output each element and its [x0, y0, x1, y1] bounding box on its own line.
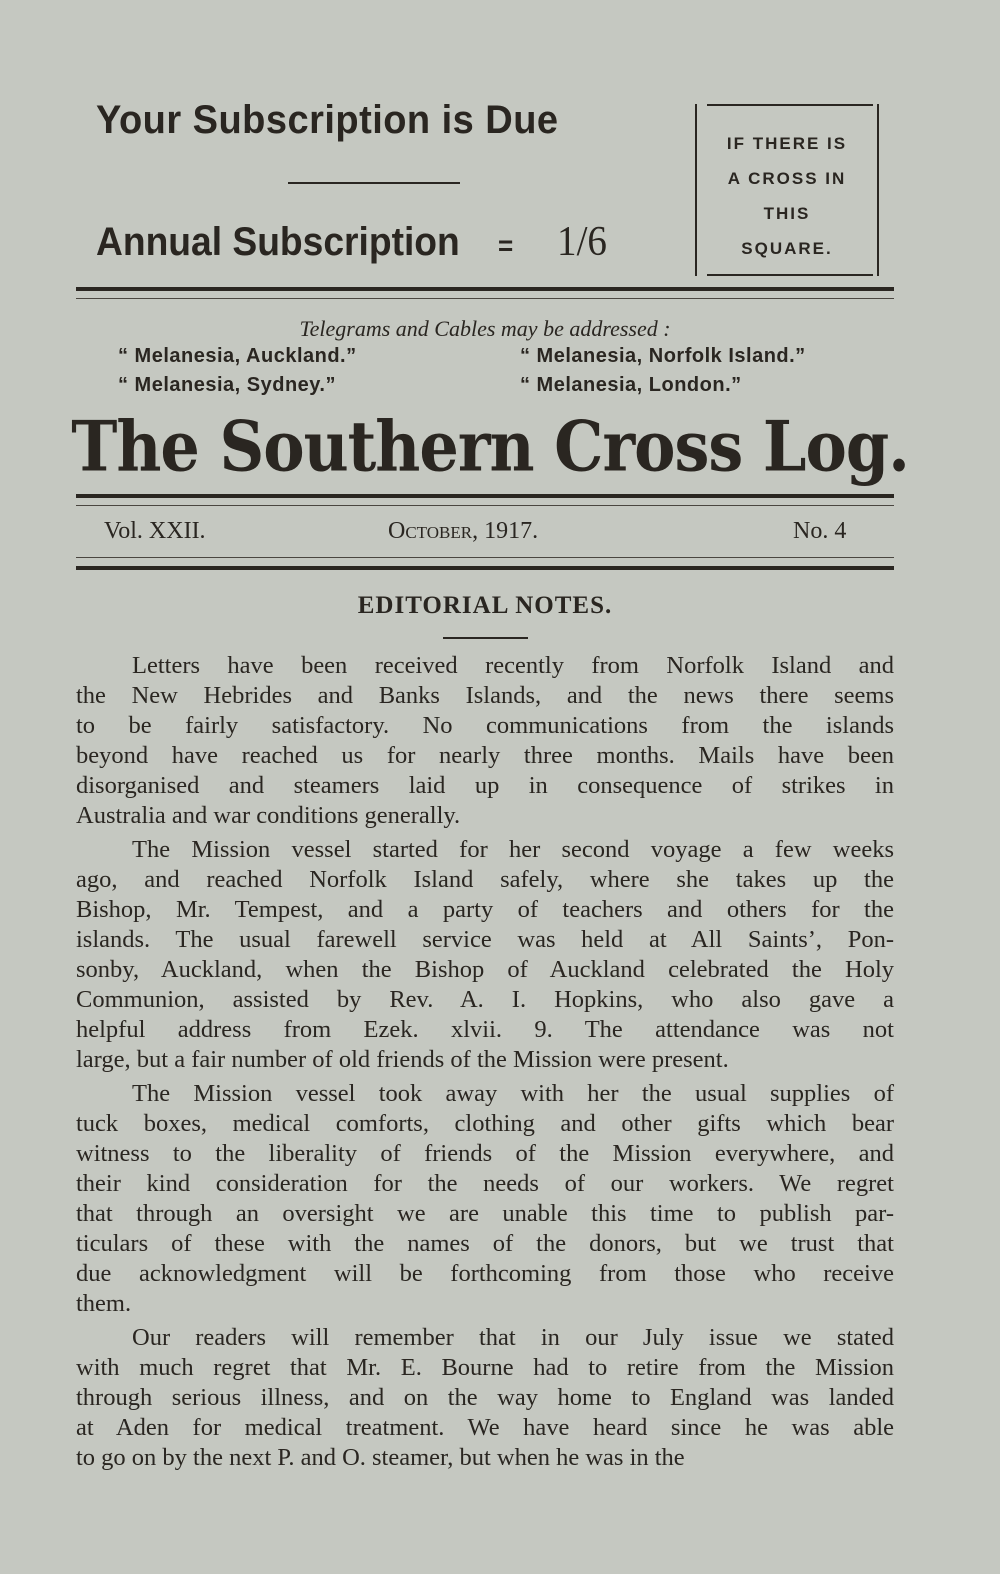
cross-square-text — [697, 126, 877, 266]
subscription-price: 1/6 — [557, 219, 607, 265]
address-sydney: “ Melanesia, Sydney.” — [118, 374, 336, 396]
text-line: with much regret that Mr. E. Bourne had to retire from the Mission — [76, 1354, 894, 1381]
paragraph — [76, 1079, 894, 1319]
text-line: the New Hebrides and Banks Islands, and the news there seems — [76, 682, 894, 709]
divider-thick — [76, 494, 894, 498]
divider — [443, 637, 528, 639]
text-line: Communion, assisted by Rev. A. I. Hopkins, who also gave a — [76, 986, 894, 1013]
text-line: ticulars of these with the names of the donors, but we trust that — [76, 1230, 894, 1257]
text-line: them. — [76, 1290, 132, 1317]
text-line: Bishop, Mr. Tempest, and a party of teachers and others for the — [76, 896, 894, 923]
text-line: helpful address from Ezek. xlvii. 9. The attendance was not — [76, 1016, 894, 1043]
text-line: their kind consideration for the needs of our workers. We regret — [76, 1170, 894, 1197]
text-line: The Mission vessel started for her second voyage a few weeks — [132, 836, 894, 863]
address-norfolk: “ Melanesia, Norfolk Island.” — [520, 345, 806, 367]
divider — [288, 182, 460, 184]
divider-thin — [76, 298, 894, 299]
paragraph — [76, 1323, 894, 1473]
equals-sign: = — [497, 230, 514, 261]
text-line: large, but a fair number of old friends of the Mission were present. — [76, 1046, 729, 1073]
text-line: Our readers will remember that in our July issue we stated — [132, 1324, 894, 1351]
text-line: through serious illness, and on the way home to England was landed — [76, 1384, 894, 1411]
editorial-heading: EDITORIAL NOTES. — [357, 592, 613, 619]
editorial-body — [76, 651, 894, 1473]
telegrams-intro: Telegrams and Cables may be addressed : — [299, 316, 671, 341]
text-line: tuck boxes, medical comforts, clothing and other gifts which bear — [76, 1110, 894, 1137]
text-line: to be fairly satisfactory. No communications from the islands — [76, 712, 894, 739]
text-line: ago, and reached Norfolk Island safely, where she takes up the — [76, 866, 894, 893]
address-auckland: “ Melanesia, Auckland.” — [118, 345, 357, 367]
text-line: to go on by the next P. and O. steamer, but when he was in the — [76, 1444, 685, 1471]
text-line: that through an oversight we are unable this time to publish par- — [76, 1200, 894, 1227]
subscription-due-heading: Your Subscription is Due — [96, 98, 559, 142]
text-line: The Mission vessel took away with her the usual supplies of — [132, 1080, 894, 1107]
paragraph — [76, 835, 894, 1075]
text-line: disorganised and steamers laid up in consequence of strikes in — [76, 772, 894, 799]
text-line: at Aden for medical treatment. We have heard since he was able — [76, 1414, 894, 1441]
divider-thick — [76, 566, 894, 570]
text-line: due acknowledgment will be forthcoming from those who receive — [76, 1260, 894, 1287]
annual-label: Annual Subscription — [96, 220, 460, 264]
paragraph — [76, 651, 894, 831]
issue-number: No. 4 — [793, 518, 847, 544]
divider-thin — [76, 557, 894, 558]
volume: Vol. XXII. — [104, 518, 206, 544]
text-line: witness to the liberality of friends of the Mission everywhere, and — [76, 1140, 894, 1167]
box-line: IF THERE IS — [726, 134, 848, 153]
cross-square-box — [695, 104, 879, 276]
annual-subscription — [96, 218, 607, 266]
text-line: sonby, Auckland, when the Bishop of Auckland celebrated the Holy — [76, 956, 894, 983]
divider-thick — [76, 287, 894, 291]
box-line: A CROSS IN — [727, 169, 847, 188]
masthead-title: The Southern Cross Log. — [71, 405, 909, 488]
text-line: beyond have reached us for nearly three months. Mails have been — [76, 742, 894, 769]
text-line: Australia and war conditions generally. — [76, 802, 461, 829]
divider-thin — [76, 505, 894, 506]
text-line: islands. The usual farewell service was held at All Saints’, Pon- — [76, 926, 894, 953]
box-line: THIS — [763, 204, 811, 223]
text-line: Letters have been received recently from Norfolk Island and — [132, 652, 894, 679]
address-london: “ Melanesia, London.” — [520, 374, 742, 396]
box-line: SQUARE. — [741, 239, 833, 258]
issue-date: October, 1917. — [388, 518, 539, 544]
